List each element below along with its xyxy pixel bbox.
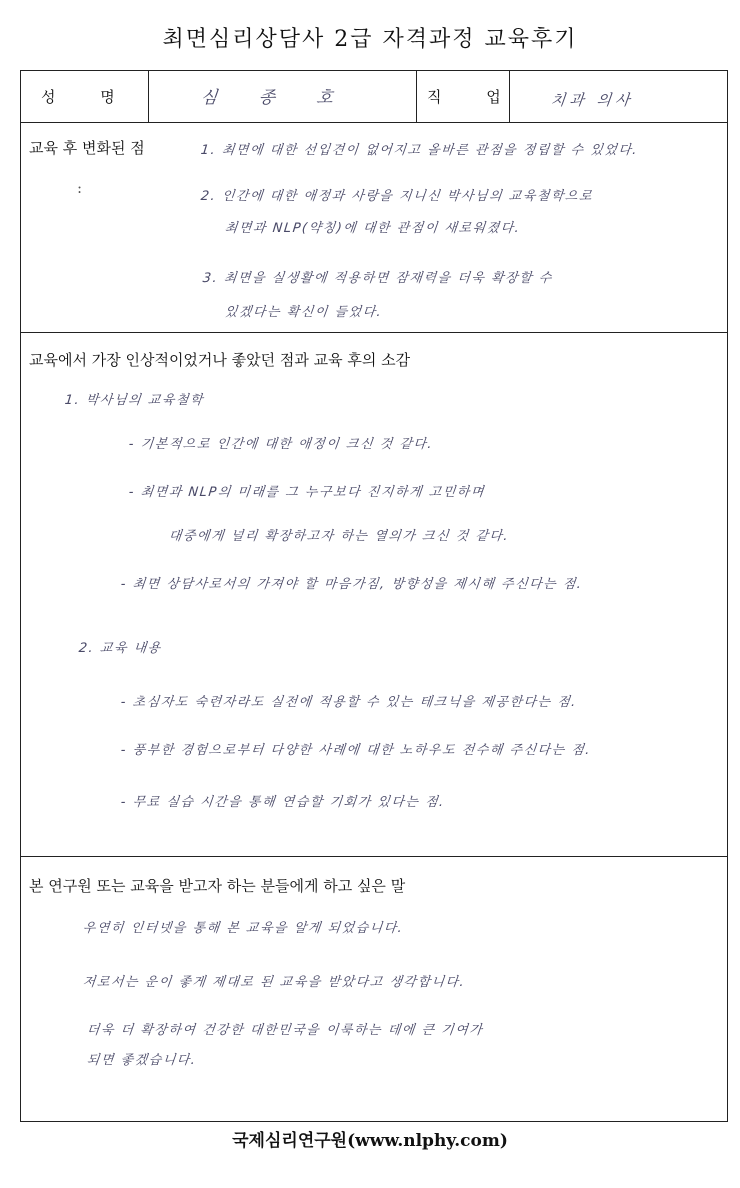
document-title: 최면심리상담사 2급 자격과정 교육후기 <box>162 27 578 52</box>
section2-line: - 초심자도 숙련자라도 실전에 적용할 수 있는 테크닉을 제공한다는 점. <box>120 695 578 710</box>
divider-horizontal <box>21 856 727 857</box>
name-value: 심 종 호 <box>199 88 352 108</box>
section2-label: 교육에서 가장 인상적이었거나 좋았던 점과 교육 후의 소감 <box>29 351 411 369</box>
section3-label: 본 연구원 또는 교육을 받고자 하는 분들에게 하고 싶은 말 <box>29 877 406 895</box>
section2-line: 대중에게 널리 확장하고자 하는 열의가 크신 것 같다. <box>168 529 510 544</box>
section1-line: 3. 최면을 실생활에 적용하면 잠재력을 더욱 확장할 수 <box>202 271 554 286</box>
section2-line: - 기본적으로 인간에 대한 애정이 크신 것 같다. <box>128 437 434 452</box>
name-label: 성 명 <box>41 88 135 106</box>
section1-line: 2. 인간에 대한 애정과 사랑을 지니신 박사님의 교육철학으로 <box>200 189 594 204</box>
job-value: 치과 의사 <box>550 91 635 109</box>
section1-line: 1. 최면에 대한 선입견이 없어지고 올바른 관점을 정립할 수 있었다. <box>200 143 639 158</box>
section3-line: 우연히 인터넷을 통해 본 교육을 알게 되었습니다. <box>82 921 405 936</box>
section1-label: 교육 후 변화된 점 <box>29 139 145 157</box>
section3-line: 되면 좋겠습니다. <box>86 1053 198 1068</box>
section2-line: - 풍부한 경험으로부터 다양한 사례에 대한 노하우도 전수해 주신다는 점. <box>120 743 592 758</box>
review-form <box>20 70 728 1122</box>
section2-line: - 최면 상담사로서의 가져야 할 마음가짐, 방향성을 제시해 주신다는 점. <box>120 577 584 592</box>
footer-institute: 국제심리연구원(www.nlphy.com) <box>232 1131 508 1151</box>
section2-line: 2. 교육 내용 <box>78 641 163 656</box>
section3-line: 저로서는 운이 좋게 제대로 된 교육을 받았다고 생각합니다. <box>82 975 467 990</box>
divider-horizontal <box>21 332 727 333</box>
section2-line: 1. 박사님의 교육철학 <box>64 393 205 408</box>
section1-line: 최면과 NLP(약칭)에 대한 관점이 새로워졌다. <box>224 221 522 236</box>
divider-vertical <box>148 71 149 122</box>
section1-line: 있겠다는 확신이 들었다. <box>224 305 384 320</box>
section2-line: - 최면과 NLP의 미래를 그 누구보다 진지하게 고민하며 <box>128 485 486 500</box>
divider-vertical <box>416 71 417 122</box>
divider-horizontal <box>21 122 727 123</box>
section1-colon: : <box>77 179 83 197</box>
job-label: 직 업 <box>427 88 521 106</box>
section3-line: 더욱 더 확장하여 건강한 대한민국을 이룩하는 데에 큰 기여가 <box>86 1023 485 1038</box>
section2-line: - 무료 실습 시간을 통해 연습할 기회가 있다는 점. <box>120 795 446 810</box>
